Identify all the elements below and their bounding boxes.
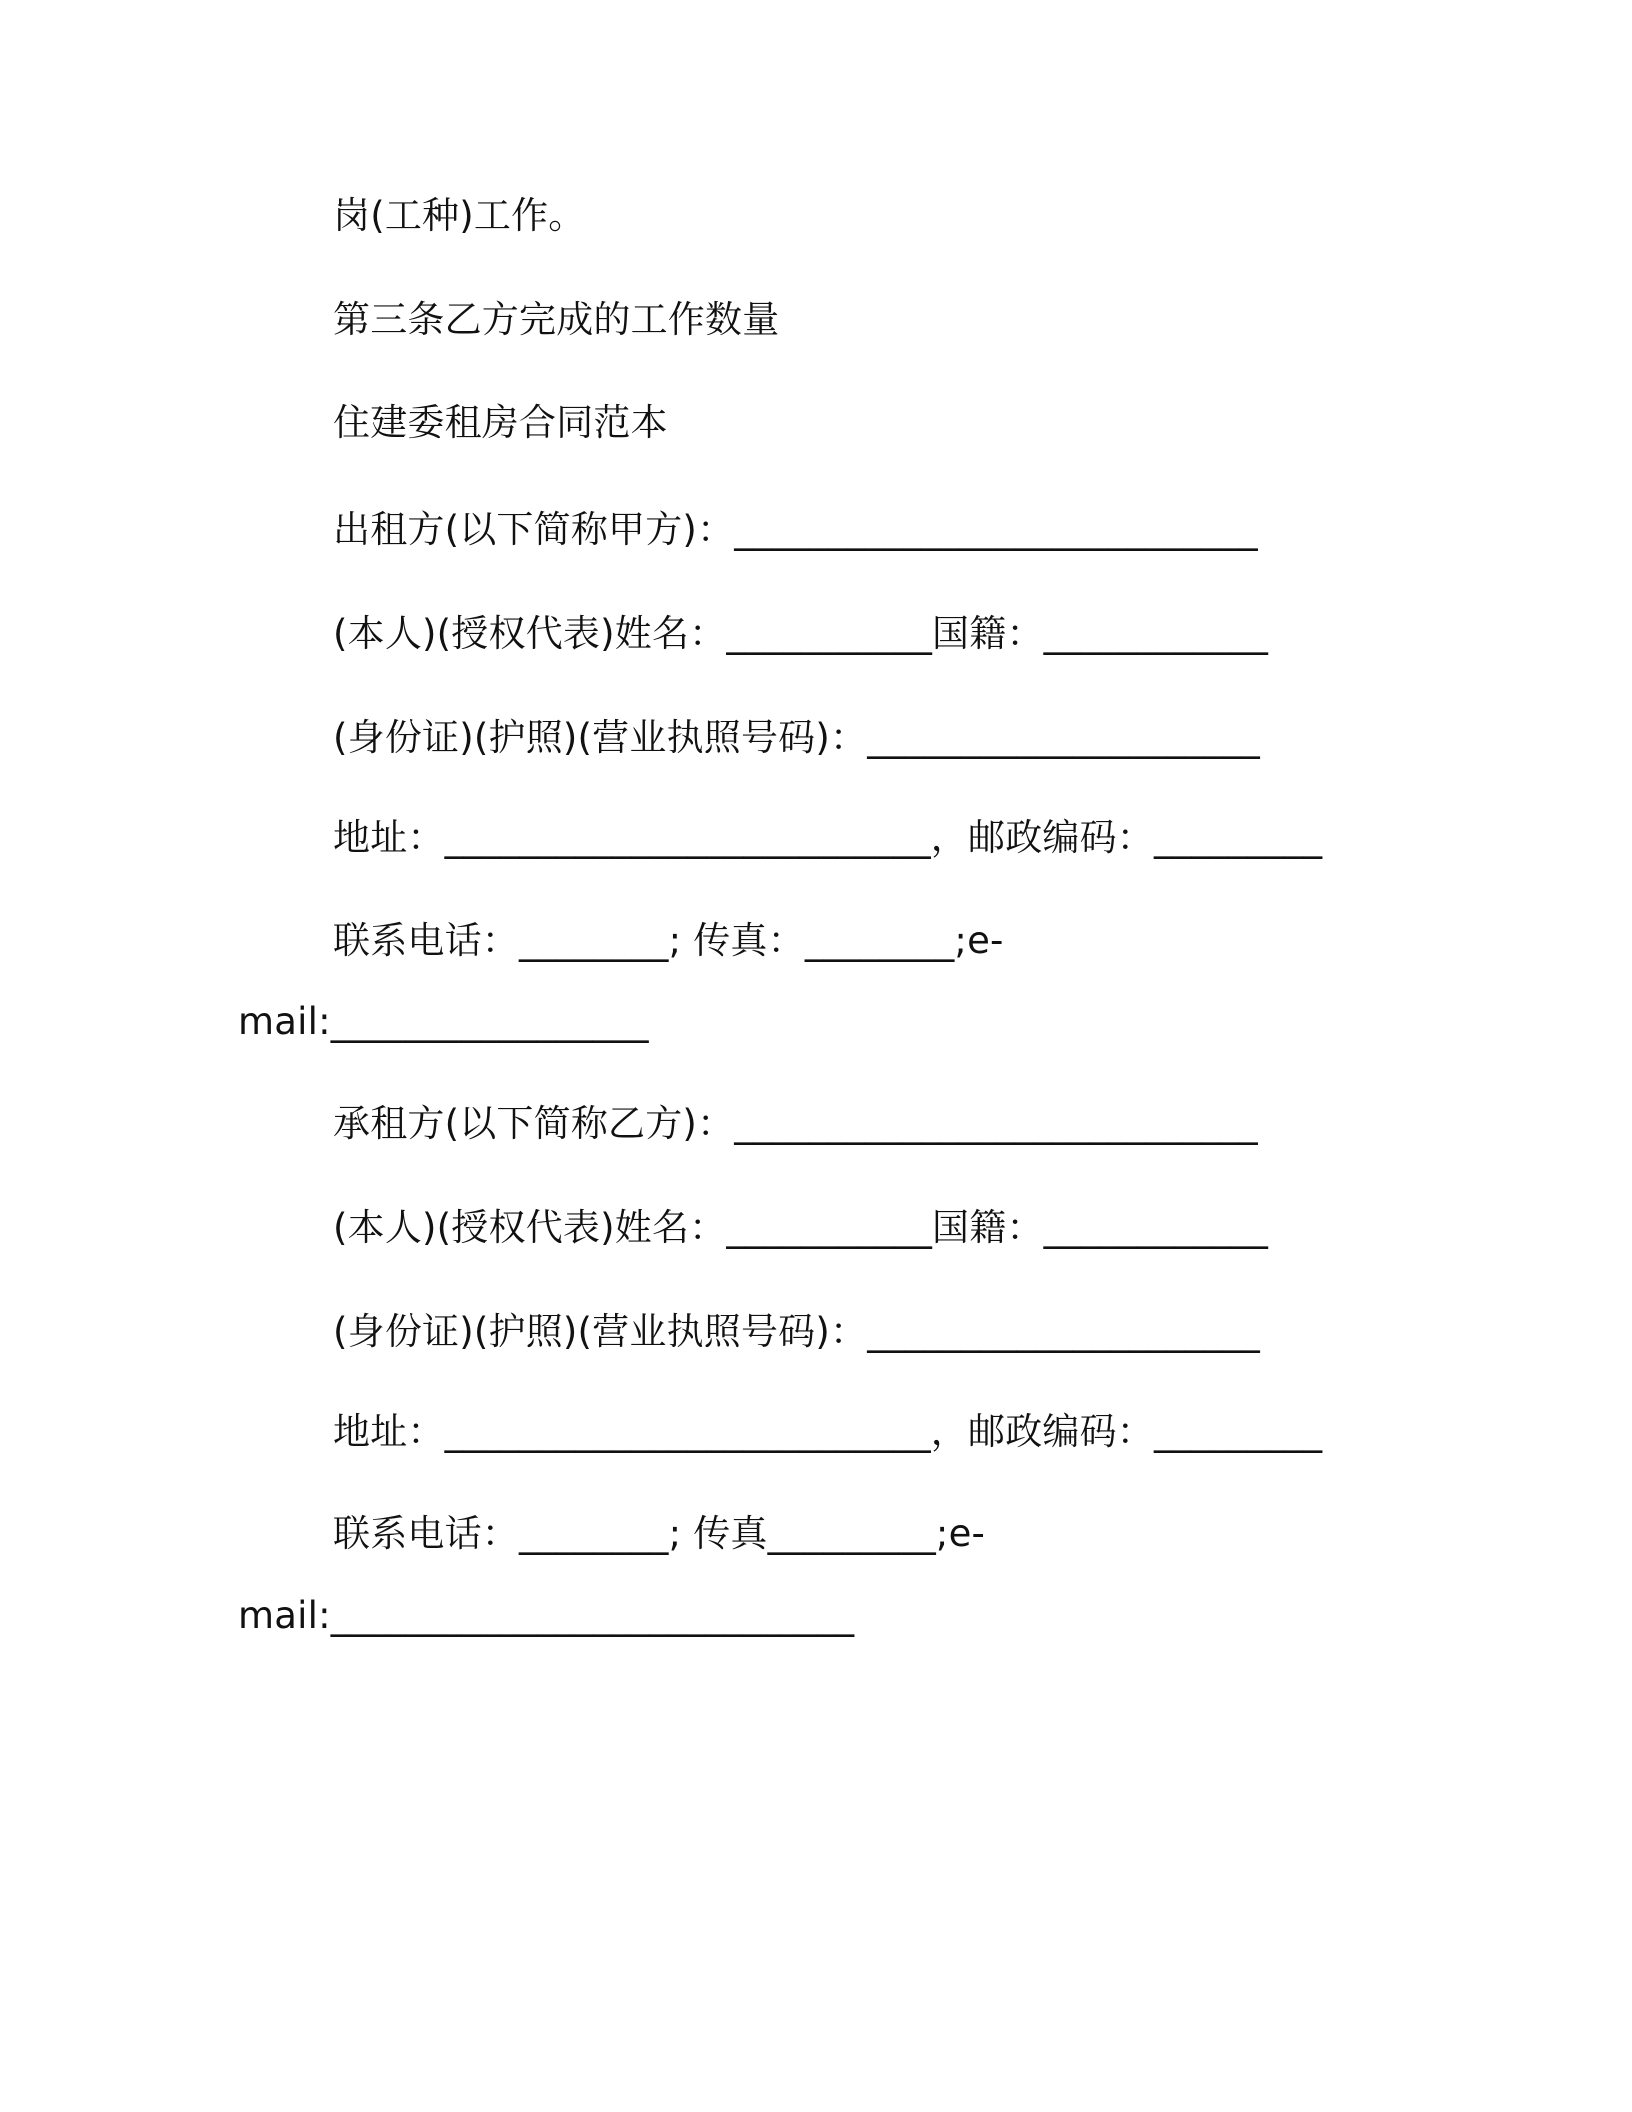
lessor-id-line: (身份证)(护照)(营业执照号码)：_____________________: [333, 716, 1260, 759]
lessee-contact-line: 联系电话：________; 传真_________;e-: [333, 1512, 986, 1555]
lessee-label-line: 承租方(以下简称乙方)：____________________________: [333, 1102, 1258, 1145]
document-title: 住建委租房合同范本: [333, 401, 668, 444]
lessor-contact-line: 联系电话：________; 传真：________;e-: [333, 919, 1004, 962]
text-line-article-three: 第三条乙方完成的工作数量: [333, 298, 780, 341]
lessee-address-line: 地址：__________________________，邮政编码：_________: [333, 1410, 1323, 1453]
lessor-email-line: mail:_________________: [238, 1000, 649, 1043]
lessor-address-line: 地址：__________________________，邮政编码：_________: [333, 816, 1323, 859]
text-line-job-position: 岗(工种)工作。: [333, 194, 586, 237]
lessee-name-nationality-line: (本人)(授权代表)姓名：___________国籍：____________: [333, 1206, 1269, 1249]
lessor-label-line: 出租方(以下简称甲方)：____________________________: [333, 508, 1258, 551]
lessor-name-nationality-line: (本人)(授权代表)姓名：___________国籍：____________: [333, 612, 1269, 655]
lessee-id-line: (身份证)(护照)(营业执照号码)：_____________________: [333, 1310, 1260, 1353]
lessee-email-line: mail:____________________________: [238, 1594, 855, 1637]
